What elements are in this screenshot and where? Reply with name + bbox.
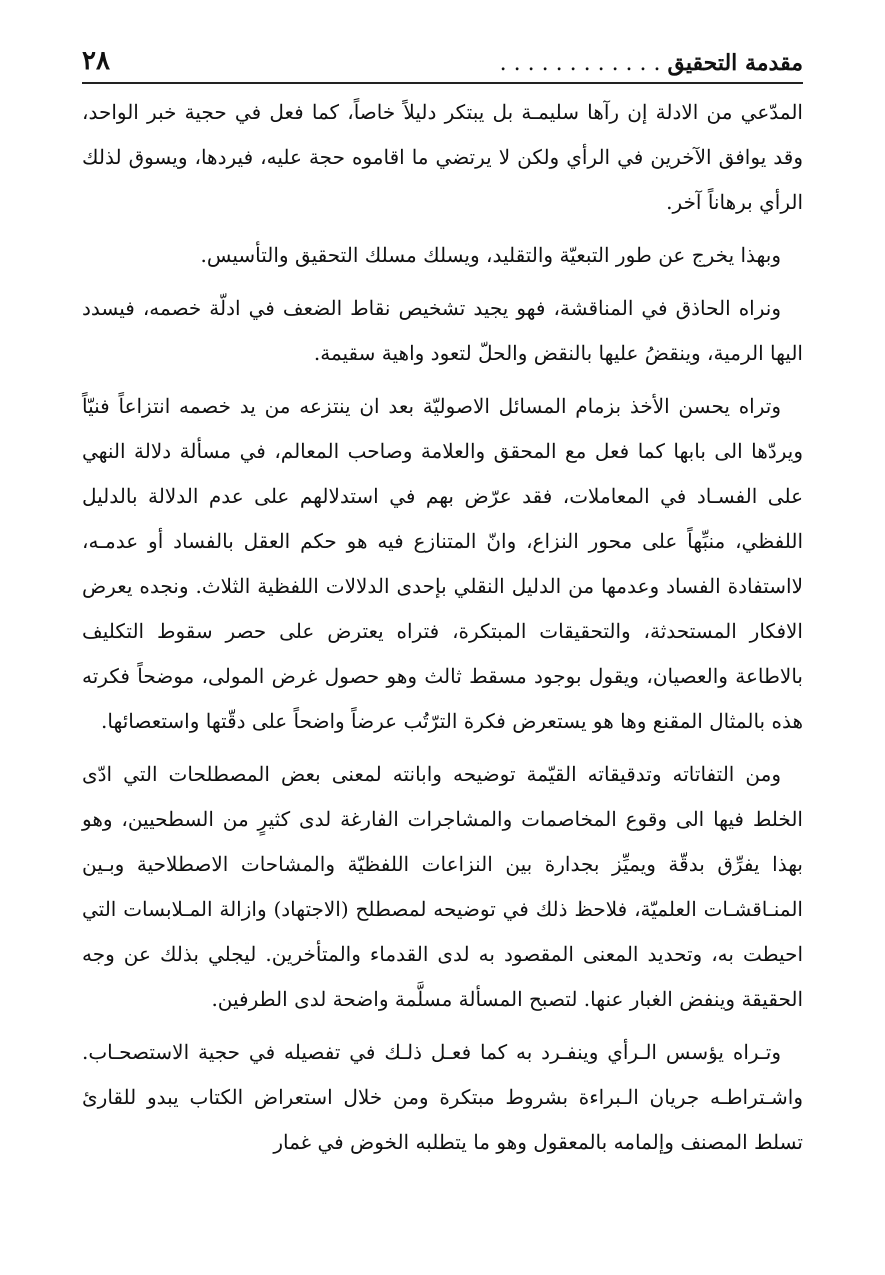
paragraph-5: ومن التفاتاته وتدقيقاته القيّمة توضيحه وابانته لمعنى بعض المصطلحات التي ادّى الخلط فيها الى وقوع المخاصمات والمشاجرات الفارغة لدى كثيرٍ من السطحيين، وهو بهذا يفرِّق بدقّة ويميِّز بجدارة بين النزاعات اللفظيّة والمشاحات الاصطلاحية وبـين المنـاقشـات العلميّة، فلاحظ ذلك في توضيحه لمصطلح (الاجتهاد) وازالة المـلابسات التي احيطت به، وتحديد المعنى المقصود به لدى القدماء والمتأخرين. ليجلي بذلك عن وجه الحقيقة وينفض الغبار عنها. لتصبح المسألة مسلَّمة واضحة لدى الطرفين. — [82, 762, 803, 1011]
body-text — [82, 90, 803, 1173]
running-title: مقدمة التحقيق . . . — [500, 50, 803, 76]
page-number: ٢٨ — [82, 46, 110, 76]
paragraph-3: ونراه الحاذق في المناقشة، فهو يجيد تشخيص نقاط الضعف في ادلّة خصمه، فيسدد اليها الرمية، وينقضُ عليها بالنقض والحلّ لتعود واهية سقيمة. — [82, 296, 803, 365]
paragraph-2: وبهذا يخرج عن طور التبعيّة والتقليد، ويسلك مسلك التحقيق والتأسيس. — [200, 243, 781, 267]
paragraph-4: وتراه يحسن الأخذ بزمام المسائل الاصوليّة بعد ان ينتزعه من يد خصمه انتزاعاً فنيّاً ويردّها الى بابها كما فعل مع المحقق والعلامة وصاحب المعالم، في مسألة دلالة النهي على الفسـاد في المعاملات، فقد عرّض بهم في استدلالهم على عدم الدلالة بالدليل اللفظي، منبِّهاً على محور النزاع، وانّ المتنازع فيه هو حكم العقل بالفساد أو عدمـه، لااستفادة الفساد وعدمها من الدليل النقلي بإحدى الدلالات اللفظية الثلاث. ونجده يعرض الافكار المستحدثة، والتحقيقات المبتكرة، فتراه يعترض على حصر سقوط التكليف بالاطاعة والعصيان، ويقول بوجود مسقط ثالث وهو حصول غرض المولى، موضحاً فكرته هذه بالمثال المقنع وها هو يستعرض فكرة الترّتُب عرضاً واضحاً على دقّتها واستعصائها. — [82, 394, 803, 733]
paragraph-6: وتـراه يؤسس الـرأي وينفـرد به كما فعـل ذلـك في تفصيله في حجية الاستصحـاب. واشـتراطـه جريان الـبراءة بشروط مبتكرة ومن خلال استعراض الكتاب يبدو للقارئ تسلط المصنف وإلمامه بالمعقول وهو ما يتطلبه الخوض في غمار — [82, 1040, 803, 1154]
paragraph-1: المدّعي من الادلة إن رآها سليمـة بل يبتكر دليلاً خاصاً، كما فعل في حجية خبر الواحد، وقد يوافق الآخرين في الرأي ولكن لا يرتضي ما اقاموه حجة عليه، فيردها، ويسوق لذلك الرأي برهاناً آخر. — [82, 100, 803, 214]
page-header — [82, 34, 803, 84]
